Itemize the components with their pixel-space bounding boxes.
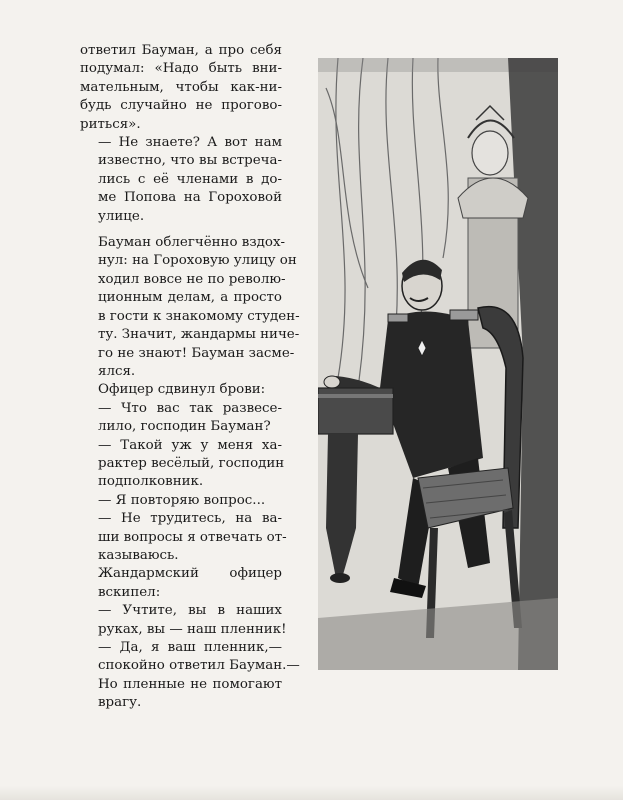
- text-line: — Учтите, вы в наших: [98, 603, 282, 619]
- text-line: — Такой уж у меня ха-: [98, 437, 282, 453]
- text-line: подумал: «Надо быть вни-: [80, 61, 282, 77]
- text-line: казываюсь.: [98, 547, 179, 563]
- paragraph: [80, 565, 282, 602]
- text-line: вскипел:: [98, 584, 161, 600]
- paragraph: [80, 234, 300, 381]
- text-line: в гости к знакомому студен-: [98, 308, 300, 324]
- paragraph: [80, 381, 282, 399]
- paragraph: [80, 602, 287, 639]
- text-line: риться».: [80, 116, 141, 132]
- paragraph: [80, 42, 282, 134]
- text-line: спокойно ответил Бауман.—: [98, 658, 300, 674]
- text-line: Офицер сдвинул брови:: [98, 382, 266, 398]
- text-line: улице.: [98, 208, 145, 224]
- text-line: лись с её членами в до-: [98, 171, 282, 187]
- text-line: подполковник.: [98, 474, 204, 490]
- text-line: ши вопросы я отвечать от-: [98, 529, 287, 545]
- paragraph: [80, 510, 287, 565]
- paragraph: [80, 437, 285, 492]
- text-line: рактер весёлый, господин: [98, 455, 285, 471]
- text-line: известно, что вы встреча-: [98, 153, 282, 169]
- text-line: Бауман облегчённо вздох-: [98, 235, 286, 251]
- text-line: ялся.: [98, 363, 136, 379]
- paragraph: [80, 639, 300, 713]
- text-line: будь случайно не проговo-: [80, 98, 282, 114]
- text-line: ту. Значит, жандармы ниче-: [98, 327, 300, 343]
- text-line: ционным делам, а просто: [98, 290, 282, 306]
- page-bottom-edge: [0, 786, 623, 800]
- text-line: Жандармский офицер: [98, 566, 282, 582]
- text-line: — Да, я ваш пленник,—: [98, 640, 282, 655]
- text-line: ходил вовсе не по револю-: [98, 271, 286, 287]
- text-line: нул: на Гороховую улицу он: [98, 253, 297, 269]
- text-line: — Я повторяю вопрос...: [98, 492, 266, 508]
- text-line: руках, вы — наш пленник!: [98, 621, 287, 637]
- text-column: [80, 42, 300, 713]
- text-line: ме Попова на Гороховой: [98, 190, 282, 206]
- text-line: — Что вас так развесе-: [98, 400, 282, 416]
- text-line: врагу.: [98, 695, 142, 711]
- text-line: го не знают! Бауман засме-: [98, 345, 295, 361]
- paragraph: [80, 400, 282, 437]
- text-line: ответил Бауман, а про себя: [80, 43, 282, 58]
- text-line: Но пленные не помогают: [98, 676, 282, 692]
- text-line: — Не знаете? А вот нам: [98, 135, 282, 151]
- text-line: мательным, чтобы как-ни-: [80, 79, 282, 95]
- text-line: — Не трудитесь, на ва-: [98, 511, 282, 527]
- paragraph: [80, 492, 282, 510]
- officer-illustration: [318, 58, 558, 670]
- text-line: лило, господин Бауман?: [98, 419, 271, 435]
- paragraph: [80, 134, 282, 226]
